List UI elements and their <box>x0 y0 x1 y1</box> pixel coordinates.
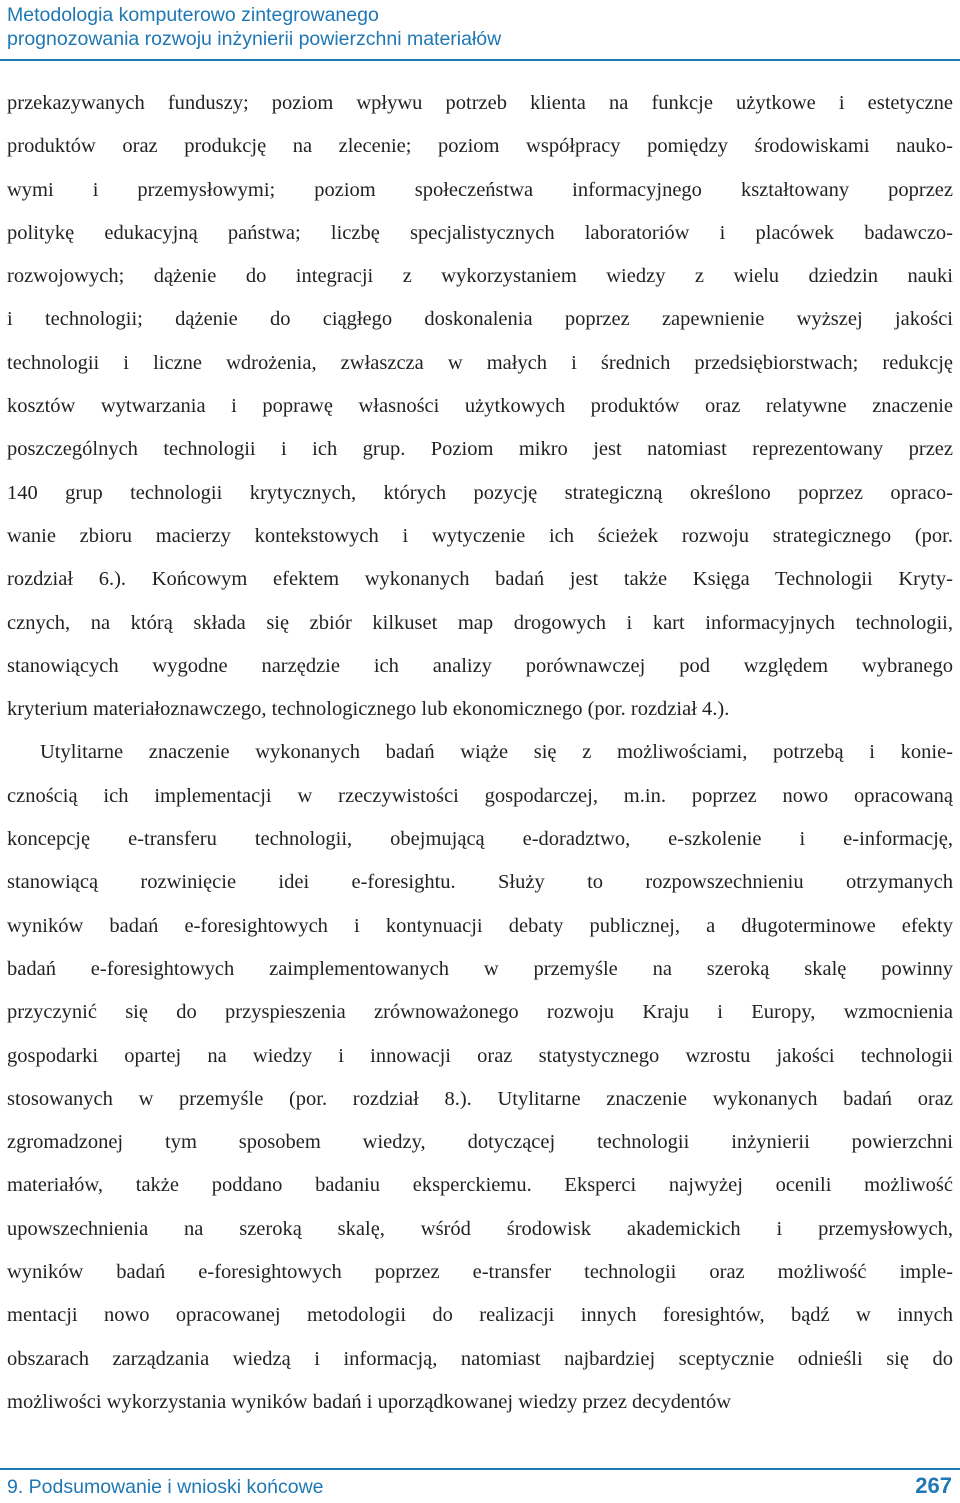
paragraph <box>7 82 953 731</box>
text-line: cznością ich implementacji w rzeczywistości gospodarczej, m.in. poprzez nowo opracowaną <box>7 784 953 807</box>
body-text <box>7 82 953 1424</box>
text-line: obszarach zarządzania wiedzą i informacją, natomiast najbardziej sceptycznie odnieśli się do <box>7 1347 953 1370</box>
text-line: przekazywanych funduszy; poziom wpływu potrzeb klienta na funkcje użytkowe i estetyczne <box>7 92 953 114</box>
text-line: produktów oraz produkcję na zlecenie; poziom współpracy pomiędzy środowiskami nauko- <box>7 135 953 158</box>
text-line: upowszechnienia na szeroką skalę, wśród środowisk akademickich i przemysłowych, <box>7 1217 953 1240</box>
text-line: wanie zbioru macierzy kontekstowych i wytyczenie ich ścieżek rozwoju strategicznego (por. <box>7 524 953 547</box>
text-line: mentacji nowo opracowanej metodologii do realizacji innych foresightów, bądź w innych <box>7 1304 953 1327</box>
text-line: stosowanych w przemyśle (por. rozdział 8.). Utylitarne znaczenie wykonanych badań oraz <box>7 1087 953 1110</box>
header-divider <box>0 59 960 61</box>
text-line: kryterium materiałoznawczego, technologicznego lub ekonomicznego (por. rozdział 4.). <box>7 698 730 721</box>
footer-divider <box>0 1468 960 1470</box>
text-line: przyczynić się do przyspieszenia zrównoważonego rozwoju Kraju i Europy, wzmocnienia <box>7 1001 953 1024</box>
paragraph <box>7 731 953 1424</box>
text-line: zgromadzonej tym sposobem wiedzy, dotyczącej technologii inżynierii powierzchni <box>7 1131 953 1154</box>
text-line: stanowiącą rozwinięcie idei e-foresightu. Służy to rozpowszechnieniu otrzymanych <box>7 871 953 894</box>
text-line: technologii i liczne wdrożenia, zwłaszcza w małych i średnich przedsiębiorstwach; redukcję <box>7 351 953 374</box>
text-line: badań e-foresightowych zaimplementowanych w przemyśle na szeroką skalę powinny <box>7 957 953 980</box>
page-number: 267 <box>915 1473 952 1498</box>
text-line: kosztów wytwarzania i poprawę własności użytkowych produktów oraz relatywne znaczenie <box>7 395 953 418</box>
header-line-1: Metodologia komputerowo zintegrowanego <box>7 4 379 26</box>
text-line: 140 grup technologii krytycznych, których pozycję strategiczną określono poprzez opraco- <box>7 481 953 504</box>
text-line: stanowiących wygodne narzędzie ich analizy porównawczej pod względem wybranego <box>7 654 953 677</box>
text-line: materiałów, także poddano badaniu eksperckiemu. Eksperci najwyżej ocenili możliwość <box>7 1174 953 1197</box>
text-line: wyników badań e-foresightowych poprzez e-transfer technologii oraz możliwość imple- <box>7 1261 953 1284</box>
text-line: koncepcję e-transferu technologii, obejmującą e-doradztwo, e-szkolenie i e-informację, <box>7 828 953 851</box>
text-line: możliwości wykorzystania wyników badań i uporządkowanej wiedzy przez decydentów <box>7 1390 732 1413</box>
running-header <box>7 3 952 51</box>
text-line: rozdział 6.). Końcowym efektem wykonanych badań jest także Księga Technologii Kryty- <box>7 568 953 591</box>
footer-chapter-title: 9. Podsumowanie i wnioski końcowe <box>7 1476 324 1498</box>
text-line: Utylitarne znaczenie wykonanych badań wiąże się z możliwościami, potrzebą i konie- <box>40 741 953 764</box>
text-line: wymi i przemysłowymi; poziom społeczeństwa informacyjnego kształtowany poprzez <box>7 178 953 201</box>
text-line: poszczególnych technologii i ich grup. Poziom mikro jest natomiast reprezentowany przez <box>7 438 953 461</box>
text-line: wyników badań e-foresightowych i kontynuacji debaty publicznej, a długoterminowe efekty <box>7 914 953 937</box>
header-line-2: prognozowania rozwoju inżynierii powierzchni materiałów <box>7 28 502 50</box>
text-line: gospodarki opartej na wiedzy i innowacji oraz statystycznego wzrostu jakości technologii <box>7 1044 953 1067</box>
text-line: politykę edukacyjną państwa; liczbę specjalistycznych laboratoriów i placówek badawczo- <box>7 221 953 244</box>
text-line: cznych, na którą składa się zbiór kilkuset map drogowych i kart informacyjnych technologii, <box>7 611 953 634</box>
text-line: i technologii; dążenie do ciągłego doskonalenia poprzez zapewnienie wyższej jakości <box>7 308 953 331</box>
text-line: rozwojowych; dążenie do integracji z wykorzystaniem wiedzy z wielu dziedzin nauki <box>7 265 953 288</box>
